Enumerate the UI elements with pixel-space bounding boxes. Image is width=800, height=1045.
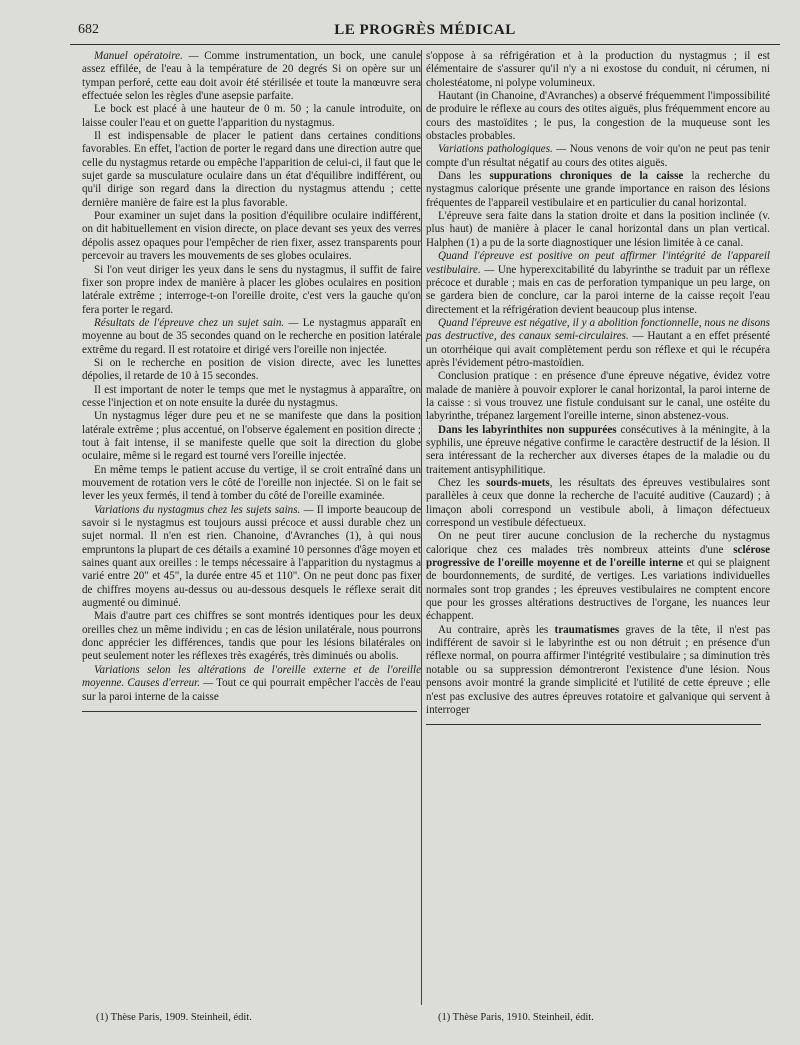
paragraph — [82, 264, 421, 317]
paragraph — [82, 210, 421, 263]
paragraph — [82, 384, 421, 411]
paragraph-heading: Quand l'épreuve est négative, il y a abolition fonctionnelle, nous ne disons pas destructive, des canaux semi-circulaires. — [426, 316, 770, 343]
paragraph-text: L'épreuve sera faite dans la station droite et dans la position inclinée (v. plus haut) de manière à placer le canal horizontal dans un plan vertical. Halphen (1) a pu de la sorte diagnostiquer une lésion limitée à ce canal. — [426, 210, 770, 249]
running-title: LE PROGRÈS MÉDICAL — [334, 22, 516, 38]
paragraph — [82, 610, 421, 663]
paragraph-text: la recherche du nystagmus calorique présente une grande importance en raison des lésions fréquentes de l'appareil vestibulaire et en particulier du canal horizontal. — [426, 170, 771, 209]
paragraph-text: — Hautant a en effet présenté un otorrhéique qui avait complètement perdu son réflexe et qui le récupéra après l'évidement pétro-mastoïdien. — [426, 330, 770, 369]
paragraph — [82, 130, 421, 210]
paragraph-text: Dans les — [438, 170, 490, 183]
paragraph-text: consécutives à la méningite, à la syphilis, une épreuve négative confirme le caractère destructif de la lésion. Il sera intéressant de la rechercher aux diverses étapes de la maladie ou du traitement antisyphilitique. — [426, 423, 770, 476]
paragraph-heading: Variations du nystagmus chez les sujets sains. — — [94, 503, 314, 516]
paragraph-text: Si l'on veut diriger les yeux dans le sens du nystagmus, il suffit de faire fixer son propre index de manière à placer les globes oculaires en position latérale extrême ; interroge-t-on l'oreille droite, c'est vers la gauche qu'on fera porter le regard. — [82, 263, 421, 316]
paragraph-text: Il importe beaucoup de savoir si le nystagmus est toujours aussi précoce et aussi durable chez un sujet normal. Il n'en est rien. Chanoine, d'Avranches (1), à qui nous empruntons la plupart de ces détails a examiné 10 personnes d'âge moyen et saines quant aux oreilles : le temps nécessaire à l'apparition du nystagmus a varié entre 20" et 45", la durée entre 45 et 110". On ne peut donc pas fixer de chiffres moyens au-dessus ou au-dessous desquels le réflexe serait dit augmenté ou diminué. — [82, 503, 421, 610]
bold-term: suppurations chroniques de la caisse — [489, 170, 684, 183]
paragraph-heading: Variations selon les altérations de l'oreille externe et de l'oreille moyenne. Causes d'erreur. — — [82, 663, 421, 690]
paragraph — [82, 50, 421, 103]
paragraph — [82, 103, 421, 130]
paragraph — [426, 90, 770, 143]
bold-term: sourds-muets — [486, 477, 550, 489]
bold-term: traumatismes — [554, 623, 620, 636]
paragraph-text: Le nystagmus apparaît en moyenne au bout de 35 secondes quand on le recherche en position latérale extrême du regard. Il est rotatoire et dirigé vers l'oreille non injectée. — [82, 316, 421, 356]
paragraph — [82, 357, 421, 384]
paragraph-text: Mais d'autre part ces chiffres se sont montrés identiques pour les deux oreilles chez un même individu ; en cas de lésion unilatérale, nous pourrons donc apprécier les différences, tandis que pour les lésions bilatérales on peut seulement noter les réflexes très exagérés, très diminués ou abolis. — [82, 610, 421, 663]
footnote-rule — [426, 724, 761, 725]
left-column — [82, 50, 421, 712]
paragraph-text: Le bock est placé à une hauteur de 0 m. 50 ; la canule introduite, on laisse couler l'eau et on guette l'apparition du nystagmus. — [82, 103, 421, 129]
paragraph — [426, 424, 770, 477]
paragraph-text: graves de la tête, il n'est pas indifférent de savoir si le labyrinthe est ou non détruit ; en présence d'un réflexe normal, on pourra affirmer l'intégrité vestibulaire ; sa diminution très notable ou sa suppression démontreront l'existence d'une lésion. Nous pensons avoir montré la grande simplicité et l'utilité de cette épreuve ; elle n'est pas exclusive des autres épreuves rotatoire et galvanique qui servent à interroger — [426, 623, 771, 716]
paragraph-heading: Variations pathologiques. — — [438, 143, 567, 156]
paragraph-text: On ne peut tirer aucune conclusion de la recherche du nystagmus calorique chez ces malades très nombreux atteints d'une — [426, 530, 770, 556]
bold-term: sclérose progressive de l'oreille moyenne et de l'oreille interne — [426, 543, 770, 570]
paragraph-text: Il est important de noter le temps que met le nystagmus à apparaître, on cesse l'injection et on note ensuite la durée du nystagmus. — [82, 383, 421, 409]
paragraph — [82, 464, 421, 504]
paragraph-text: Nous venons de voir qu'on ne peut pas tenir compte d'un résultat négatif au cours des otites aiguës. — [426, 143, 770, 169]
bold-term: Dans les labyrinthites non suppurées — [438, 423, 617, 436]
paragraph — [426, 143, 770, 170]
paragraph — [426, 530, 770, 623]
paragraph-text: En même temps le patient accuse du vertige, il se croit entraîné dans un mouvement de rotation vers le côté de l'oreille non injectée. Si on le fait se lever les yeux fermés, il tend à tomber du côté de l'oreille examinée. — [82, 463, 421, 503]
paragraph-text: Pour examiner un sujet dans la position d'équilibre oculaire indifférent, on dit habituellement en vision directe, on place devant ses yeux des verres dépolis assez opaques pour l'empêcher de rien fixer, assez transparents pour percevoir au travers les mouvements de ses globes oculaires. — [82, 210, 421, 263]
paragraph-text: , les résultats des épreuves vestibulaires sont parallèles à ceux que donne la recherche de l'acuité auditive (Cauzard) ; à limaçon aboli correspond un vestibule aboli, à limaçon défectueux correspond un vestibule défectueux. — [426, 477, 771, 530]
paragraph — [426, 370, 770, 423]
paragraph — [82, 410, 421, 463]
paragraph-text: Il est indispensable de placer le patient dans certaines conditions favorables. En effet, l'action de porter le regard dans une direction autre que celle du nystagmus retarde ou empêche l'apparition de celui-ci, il faut que le sujet garde sa musculature oculaire dans un état d'équilibre indifférent, ou qu'il dirige son regard dans la direction du nystagmus attendu ; cette dernière manière de faire est la plus favorable. — [82, 130, 421, 209]
page-number: 682 — [78, 22, 99, 37]
page-header — [70, 22, 780, 45]
paragraph — [82, 317, 421, 357]
right-column — [426, 50, 770, 725]
column-divider — [421, 50, 422, 1005]
paragraph — [426, 477, 770, 530]
paragraph-text: Chez les — [438, 477, 487, 489]
paragraph-heading: Manuel opératoire. — — [94, 50, 199, 62]
paragraph-text: et qui se plaignent de bourdonnements, de surdité, de vertiges. Les variations individuelles normales sont trop grandes ; les épreuves vestibulaires ne comptent encore que pour les grosses altérations destructives de l'organe, les nuances leur échappent. — [426, 557, 770, 623]
paragraph — [426, 170, 770, 210]
footnote-left: (1) Thèse Paris, 1909. Steinheil, édit. — [96, 1012, 252, 1023]
paragraph — [426, 210, 770, 250]
paragraph-heading: Résultats de l'épreuve chez un sujet sain. — — [94, 316, 299, 329]
footnote-rule — [82, 711, 417, 712]
paragraph-text: s'oppose à sa réfrigération et à la production du nystagmus ; il est élémentaire de s'assurer qu'il n'y a ni exostose du conduit, ni cérumen, ni cholestéatome, ni polype volumineux. — [426, 50, 770, 89]
paragraph-text: Comme instrumentation, un bock, une canule assez effilée, de l'eau à la température de 20 degrés Si on opère sur un tympan perforé, cette eau doit avoir été stérilisée et toute la manœuvre sera effectuée selon les règles d'une asepsie parfaite. — [82, 50, 421, 103]
paragraph-text: Conclusion pratique : en présence d'une épreuve négative, évidez votre malade de manière à pouvoir explorer le canal horizontal, la paroi interne de la caisse : si vous trouvez une fistule conduisant sur le canal, une ostéite du labyrinthe, trépanez largement l'oreille interne, sinon abstenez-vous. — [426, 370, 770, 423]
paragraph-heading: Quand l'épreuve est positive on peut affirmer l'intégrité de l'appareil vestibulaire. — — [426, 250, 770, 276]
paragraph — [426, 250, 770, 317]
paragraph-text: Hautant (in Chanoine, d'Avranches) a observé fréquemment l'impossibilité de produire le réflexe au cours des otites aiguës, plus fréquemment encore au cours des mastoïdites ; le pus, la congestion de la muqueuse sont les obstacles probables. — [426, 90, 770, 143]
paragraph-text: Tout ce qui pourrait empêcher l'accès de l'eau sur la paroi interne de la caisse — [82, 677, 421, 703]
paragraph-text: Un nystagmus léger dure peu et ne se manifeste que dans la position latérale extrême ; plus accentué, on l'observe également en position directe ; tout à fait intense, il se manifeste quelle que soit la direction du globe oculaire, même si le regard est tourné vers l'oreille injectée. — [82, 410, 421, 463]
paragraph-text: Au contraire, après les — [438, 623, 555, 636]
paragraph-text: Si on le recherche en position de vision directe, avec les lunettes dépolies, il retarde de 10 à 15 secondes. — [82, 356, 421, 383]
paragraph-text: Une hyperexcitabilité du labyrinthe se traduit par un réflexe précoce et durable ; mais en cas de perforation tympanique un peu large, on se gardera bien de conclure, car la paroi interne de la caisse reçoit l'eau directement et la réfrigération devient beaucoup plus intense. — [426, 263, 771, 316]
paragraph — [426, 624, 770, 717]
footnote-right: (1) Thèse Paris, 1910. Steinheil, édit. — [438, 1012, 594, 1023]
paragraph — [426, 317, 770, 370]
paragraph — [426, 50, 770, 90]
paragraph — [82, 664, 421, 704]
paragraph — [82, 504, 421, 611]
